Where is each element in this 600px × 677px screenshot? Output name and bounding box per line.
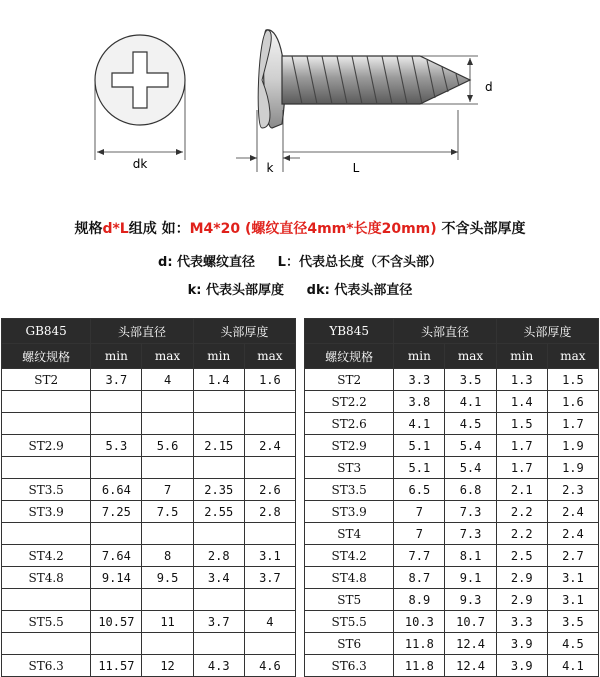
value-cell: 5.3 <box>91 435 142 457</box>
size-cell <box>2 589 91 611</box>
table-row <box>2 369 296 391</box>
value-cell <box>244 633 295 655</box>
standard-name: GB845 <box>2 319 91 344</box>
value-cell: 5.4 <box>445 435 496 457</box>
table-row <box>305 523 599 545</box>
size-cell: ST4.2 <box>305 545 394 567</box>
spec-explanation <box>0 218 600 238</box>
size-cell: ST5.5 <box>2 611 91 633</box>
value-cell: 3.9 <box>496 633 547 655</box>
size-cell: ST3 <box>305 457 394 479</box>
value-cell: 3.8 <box>394 391 445 413</box>
value-cell: 7.3 <box>445 523 496 545</box>
max-header: max <box>547 344 598 369</box>
table-row <box>305 369 599 391</box>
table-row <box>305 655 599 677</box>
size-cell: ST4.2 <box>2 545 91 567</box>
value-cell: 3.5 <box>547 611 598 633</box>
value-cell <box>91 523 142 545</box>
value-cell: 7 <box>394 501 445 523</box>
value-cell: 4.1 <box>394 413 445 435</box>
value-cell: 5.1 <box>394 457 445 479</box>
value-cell: 2.9 <box>496 589 547 611</box>
spec-prefix: 规格 <box>74 221 103 237</box>
table-row <box>305 391 599 413</box>
value-cell <box>193 633 244 655</box>
size-cell: ST3.9 <box>305 501 394 523</box>
head-diameter-header: 头部直径 <box>91 319 193 344</box>
value-cell: 7.25 <box>91 501 142 523</box>
dk-label: dk <box>132 157 148 171</box>
spec-column-header: 螺纹规格 <box>305 344 394 369</box>
size-cell <box>2 633 91 655</box>
value-cell: 4.5 <box>547 633 598 655</box>
value-cell: 1.9 <box>547 457 598 479</box>
value-cell: 7.5 <box>142 501 193 523</box>
value-cell: 3.1 <box>244 545 295 567</box>
value-cell: 2.35 <box>193 479 244 501</box>
value-cell: 3.7 <box>193 611 244 633</box>
value-cell: 1.5 <box>496 413 547 435</box>
table-row <box>2 413 296 435</box>
value-cell: 1.9 <box>547 435 598 457</box>
min-header: min <box>394 344 445 369</box>
value-cell: 2.5 <box>496 545 547 567</box>
size-cell <box>2 413 91 435</box>
value-cell: 2.4 <box>547 523 598 545</box>
value-cell: 8 <box>142 545 193 567</box>
value-cell: 11.8 <box>394 655 445 677</box>
table-row <box>305 435 599 457</box>
value-cell: 6.64 <box>91 479 142 501</box>
screw-drawing <box>0 0 600 205</box>
value-cell <box>244 413 295 435</box>
table-row <box>305 413 599 435</box>
size-cell: ST5.5 <box>305 611 394 633</box>
table-row <box>2 523 296 545</box>
table-row <box>305 611 599 633</box>
value-cell: 8.1 <box>445 545 496 567</box>
value-cell: 9.5 <box>142 567 193 589</box>
size-cell <box>2 391 91 413</box>
size-cell: ST4.8 <box>2 567 91 589</box>
table-row <box>2 567 296 589</box>
value-cell: 4.3 <box>193 655 244 677</box>
spec-format: d*L <box>102 221 129 237</box>
value-cell: 5.4 <box>445 457 496 479</box>
value-cell: 7.3 <box>445 501 496 523</box>
size-cell: ST5 <box>305 589 394 611</box>
value-cell: 2.2 <box>496 501 547 523</box>
value-cell: 12.4 <box>445 655 496 677</box>
d-label: d <box>485 80 493 94</box>
value-cell: 2.55 <box>193 501 244 523</box>
size-cell: ST2.6 <box>305 413 394 435</box>
table-row <box>2 633 296 655</box>
value-cell <box>91 391 142 413</box>
value-cell <box>193 523 244 545</box>
value-cell: 6.5 <box>394 479 445 501</box>
value-cell: 12.4 <box>445 633 496 655</box>
size-cell: ST3.9 <box>2 501 91 523</box>
size-cell <box>2 457 91 479</box>
value-cell <box>91 633 142 655</box>
value-cell: 5.1 <box>394 435 445 457</box>
value-cell: 9.14 <box>91 567 142 589</box>
value-cell: 3.1 <box>547 567 598 589</box>
value-cell <box>244 457 295 479</box>
value-cell: 1.6 <box>547 391 598 413</box>
value-cell: 3.5 <box>445 369 496 391</box>
table-row <box>305 457 599 479</box>
size-cell: ST3.5 <box>2 479 91 501</box>
size-cell: ST6 <box>305 633 394 655</box>
value-cell <box>91 457 142 479</box>
value-cell: 2.9 <box>496 567 547 589</box>
table-row <box>2 589 296 611</box>
value-cell: 1.3 <box>496 369 547 391</box>
screw-side-view <box>236 30 478 172</box>
value-cell: 2.15 <box>193 435 244 457</box>
value-cell: 2.2 <box>496 523 547 545</box>
value-cell: 4 <box>244 611 295 633</box>
table-row <box>2 611 296 633</box>
value-cell: 4.1 <box>445 391 496 413</box>
table-row <box>305 545 599 567</box>
table-row <box>2 391 296 413</box>
value-cell: 1.4 <box>496 391 547 413</box>
value-cell: 3.3 <box>496 611 547 633</box>
value-cell: 3.7 <box>244 567 295 589</box>
size-cell: ST2.2 <box>305 391 394 413</box>
value-cell: 1.6 <box>244 369 295 391</box>
standard-name: YB845 <box>305 319 394 344</box>
head-thickness-header: 头部厚度 <box>496 319 598 344</box>
spec-column-header: 螺纹规格 <box>2 344 91 369</box>
size-cell: ST4.8 <box>305 567 394 589</box>
value-cell: 2.7 <box>547 545 598 567</box>
table-row <box>305 501 599 523</box>
value-cell <box>142 457 193 479</box>
value-cell: 1.5 <box>547 369 598 391</box>
value-cell: 10.7 <box>445 611 496 633</box>
value-cell: 2.1 <box>496 479 547 501</box>
value-cell <box>91 589 142 611</box>
table-row <box>305 589 599 611</box>
min-header: min <box>193 344 244 369</box>
min-header: min <box>496 344 547 369</box>
value-cell: 8.9 <box>394 589 445 611</box>
table-row <box>2 457 296 479</box>
spec-suffix: 不含头部厚度 <box>436 221 526 237</box>
min-header: min <box>91 344 142 369</box>
value-cell: 11.8 <box>394 633 445 655</box>
value-cell <box>193 413 244 435</box>
value-cell: 1.7 <box>547 413 598 435</box>
value-cell <box>142 589 193 611</box>
max-header: max <box>445 344 496 369</box>
k-label: k <box>266 161 274 175</box>
value-cell <box>142 413 193 435</box>
size-cell: ST2 <box>2 369 91 391</box>
value-cell <box>193 391 244 413</box>
value-cell: 7 <box>142 479 193 501</box>
value-cell: 2.3 <box>547 479 598 501</box>
size-cell: ST6.3 <box>2 655 91 677</box>
spec-example: M4*20 (螺纹直径4mm*长度20mm) <box>189 221 437 237</box>
value-cell: 2.8 <box>193 545 244 567</box>
spec-mid: 组成 如： <box>128 221 190 237</box>
value-cell <box>91 413 142 435</box>
legend-d-L: d: 代表螺纹直径 L：代表总长度（不含头部） <box>158 255 442 270</box>
table-row <box>305 479 599 501</box>
value-cell <box>142 391 193 413</box>
table-row <box>305 567 599 589</box>
value-cell: 2.4 <box>244 435 295 457</box>
value-cell: 10.57 <box>91 611 142 633</box>
value-cell: 2.4 <box>547 501 598 523</box>
table-row <box>2 435 296 457</box>
value-cell: 9.3 <box>445 589 496 611</box>
value-cell: 9.1 <box>445 567 496 589</box>
value-cell: 7.7 <box>394 545 445 567</box>
max-header: max <box>142 344 193 369</box>
head-top-view <box>95 35 185 160</box>
size-cell: ST2.9 <box>2 435 91 457</box>
value-cell: 3.1 <box>547 589 598 611</box>
table-row <box>2 501 296 523</box>
value-cell: 11.57 <box>91 655 142 677</box>
head-diameter-header: 头部直径 <box>394 319 496 344</box>
value-cell: 8.7 <box>394 567 445 589</box>
yb845-table <box>304 318 599 677</box>
value-cell <box>244 523 295 545</box>
size-cell: ST4 <box>305 523 394 545</box>
value-cell: 11 <box>142 611 193 633</box>
value-cell: 1.7 <box>496 457 547 479</box>
value-cell: 5.6 <box>142 435 193 457</box>
value-cell <box>193 457 244 479</box>
value-cell: 4.1 <box>547 655 598 677</box>
table-row <box>2 479 296 501</box>
value-cell: 4 <box>142 369 193 391</box>
size-cell <box>2 523 91 545</box>
value-cell: 3.7 <box>91 369 142 391</box>
value-cell <box>244 391 295 413</box>
head-thickness-header: 头部厚度 <box>193 319 295 344</box>
size-cell: ST3.5 <box>305 479 394 501</box>
value-cell: 7 <box>394 523 445 545</box>
value-cell: 12 <box>142 655 193 677</box>
size-cell: ST2 <box>305 369 394 391</box>
L-label: L <box>352 161 360 175</box>
value-cell: 7.64 <box>91 545 142 567</box>
value-cell <box>193 589 244 611</box>
value-cell: 10.3 <box>394 611 445 633</box>
value-cell <box>142 523 193 545</box>
max-header: max <box>244 344 295 369</box>
value-cell <box>142 633 193 655</box>
value-cell: 4.6 <box>244 655 295 677</box>
table-row <box>2 655 296 677</box>
table-row <box>2 545 296 567</box>
value-cell <box>244 589 295 611</box>
value-cell: 2.8 <box>244 501 295 523</box>
size-cell: ST2.9 <box>305 435 394 457</box>
value-cell: 3.3 <box>394 369 445 391</box>
size-cell: ST6.3 <box>305 655 394 677</box>
value-cell: 6.8 <box>445 479 496 501</box>
table-row <box>305 633 599 655</box>
value-cell: 3.4 <box>193 567 244 589</box>
value-cell: 3.9 <box>496 655 547 677</box>
legend-k-dk: k: 代表头部厚度 dk: 代表头部直径 <box>187 283 413 298</box>
value-cell: 1.7 <box>496 435 547 457</box>
gb845-table <box>1 318 296 677</box>
value-cell: 1.4 <box>193 369 244 391</box>
value-cell: 4.5 <box>445 413 496 435</box>
value-cell: 2.6 <box>244 479 295 501</box>
